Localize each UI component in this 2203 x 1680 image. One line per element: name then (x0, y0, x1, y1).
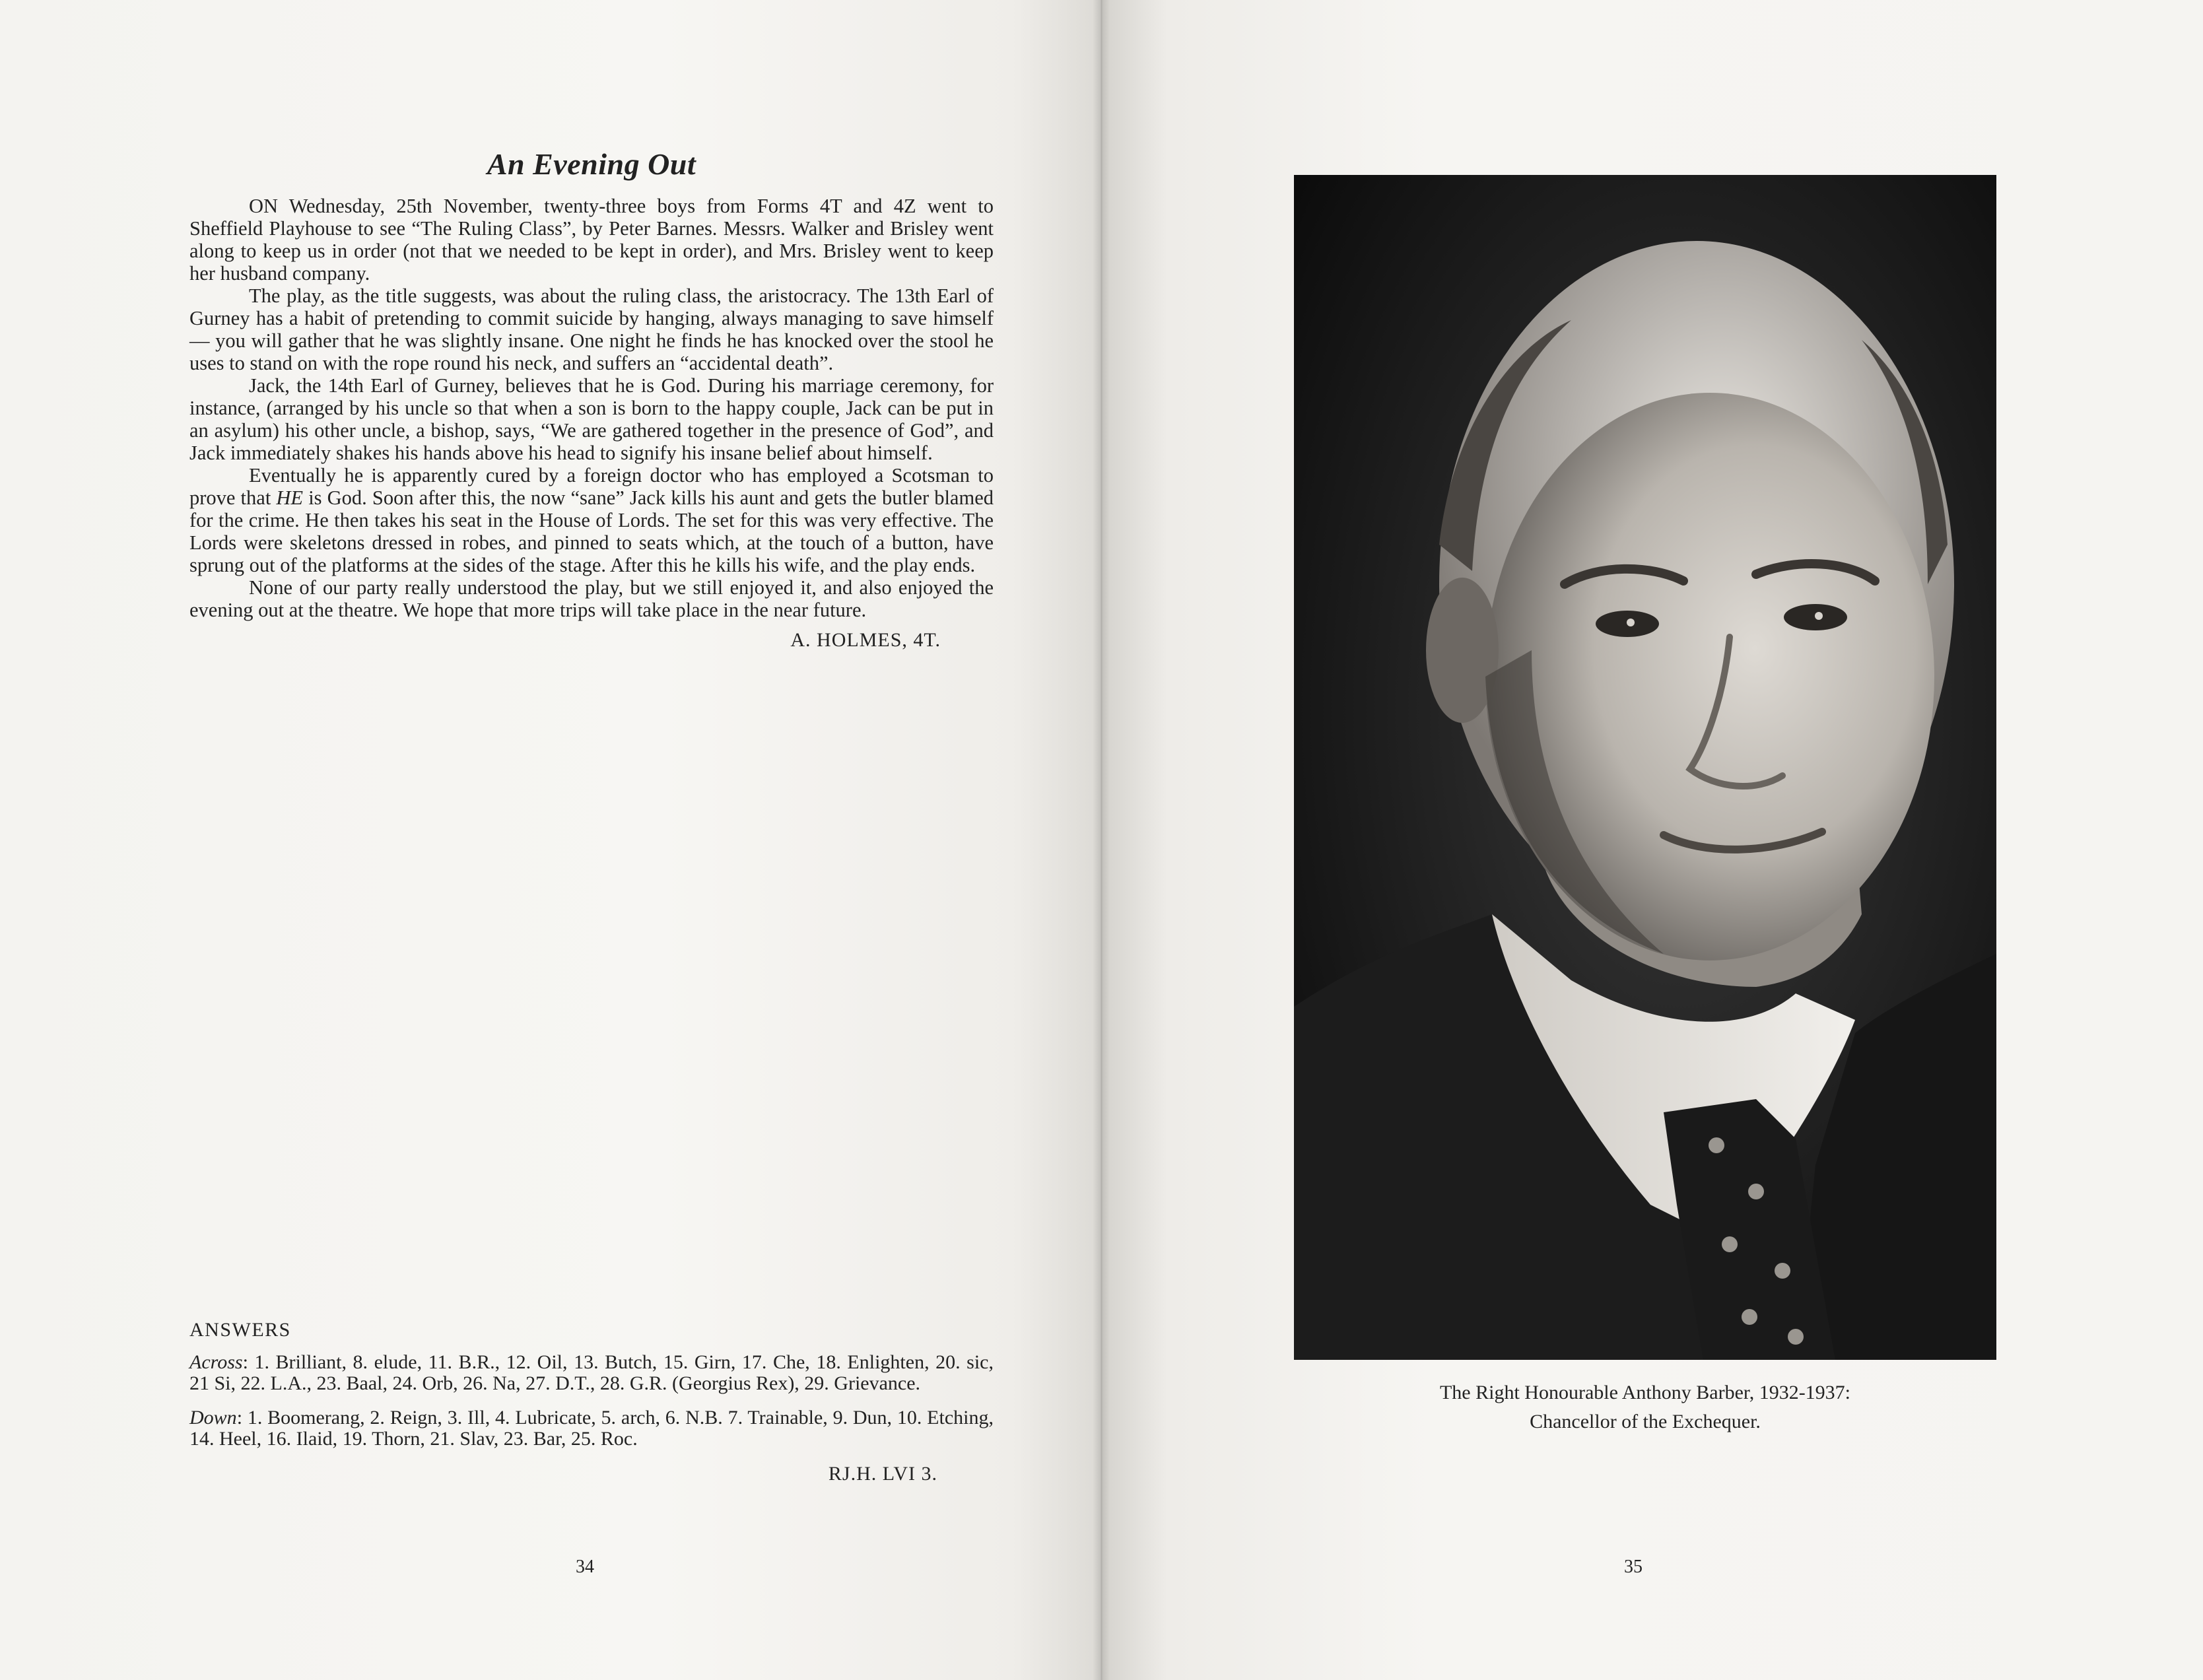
article (189, 147, 994, 652)
gutter-shadow (1093, 0, 1110, 1680)
down-text: : 1. Boomerang, 2. Reign, 3. Ill, 4. Lubricate, 5. arch, 6. N.B. 7. Trainable, 9. Dun, 10. Etching, 14. Heel, 16. Ilaid, 19. Thorn, 21. Slav, 23. Bar, 25. Roc. (189, 1407, 994, 1450)
answers-heading: ANSWERS (189, 1319, 291, 1341)
caption-line-1: The Right Honourable Anthony Barber, 1932-1937: (1439, 1382, 1851, 1403)
article-paragraph-1: ON Wednesday, 25th November, twenty-three boys from Forms 4T and 4Z went to Sheffield Playhouse to see “The Ruling Class”, by Peter Barnes. Messrs. Walker and Brisley went along to keep us in order (not that we needed to be kept in order), and Mrs. Brisley went to keep her husband company. (189, 195, 994, 285)
answers-down (189, 1407, 994, 1450)
answers-compiler: RJ.H. LVI 3. (828, 1463, 937, 1485)
across-label: Across (189, 1351, 243, 1373)
photo-caption (1294, 1378, 1996, 1436)
answers-across (189, 1352, 994, 1394)
across-text: : 1. Brilliant, 8. elude, 11. B.R., 12. Oil, 13. Butch, 15. Girn, 17. Che, 18. Enlighten, 20. sic, 21 Si, 22. L.A., 23. Baal, 24. Orb, 26. Na, 27. D.T., 28. G.R. (Georgius Rex), 29. Grievance. (189, 1351, 994, 1394)
article-author: A. HOLMES, 4T. (790, 629, 941, 651)
left-page (0, 0, 1101, 1680)
crossword-answers (189, 1319, 994, 1485)
portrait-image (1294, 175, 1996, 1360)
article-paragraph-2: The play, as the title suggests, was about the ruling class, the aristocracy. The 13th Earl of Gurney has a habit of pretending to commit suicide by hanging, always managing to save himself — you will gather that he was slightly insane. One night he finds he has knocked over the stool he uses to stand on with the rope round his neck, and suffers an “accidental death”. (189, 285, 994, 374)
article-paragraph-4: Eventually he is apparently cured by a foreign doctor who has employed a Scotsman to prove that HE is God. Soon after this, the now “sane” Jack kills his aunt and gets the butler blamed for the crime. He then takes his seat in the House of Lords. The set for this was very effective. The Lords were skeletons dressed in robes, and pinned to seats which, at the touch of a button, have sprung out of the platforms at the sides of the stage. After this he kills his wife, and the play ends. (189, 464, 994, 576)
article-paragraph-5: None of our party really understood the play, but we still enjoyed it, and also enjoyed the evening out at the theatre. We hope that more trips will take place in the near future. (189, 576, 994, 621)
article-body (189, 195, 994, 621)
portrait-photo (1294, 175, 1996, 1360)
page-number-right: 35 (1624, 1557, 1643, 1577)
page-number-left: 34 (576, 1557, 594, 1577)
article-title: An Evening Out (487, 147, 696, 181)
article-paragraph-3: Jack, the 14th Earl of Gurney, believes that he is God. During his marriage ceremony, for instance, (arranged by his uncle so that when a son is born to the happy couple, Jack can be put in an asylum) his other uncle, a bishop, says, “We are gathered together in the presence of God”, and Jack immediately shakes his hands above his head to signify his insane belief about himself. (189, 374, 994, 464)
caption-line-2: Chancellor of the Exchequer. (1530, 1411, 1761, 1432)
down-label: Down (189, 1407, 237, 1428)
